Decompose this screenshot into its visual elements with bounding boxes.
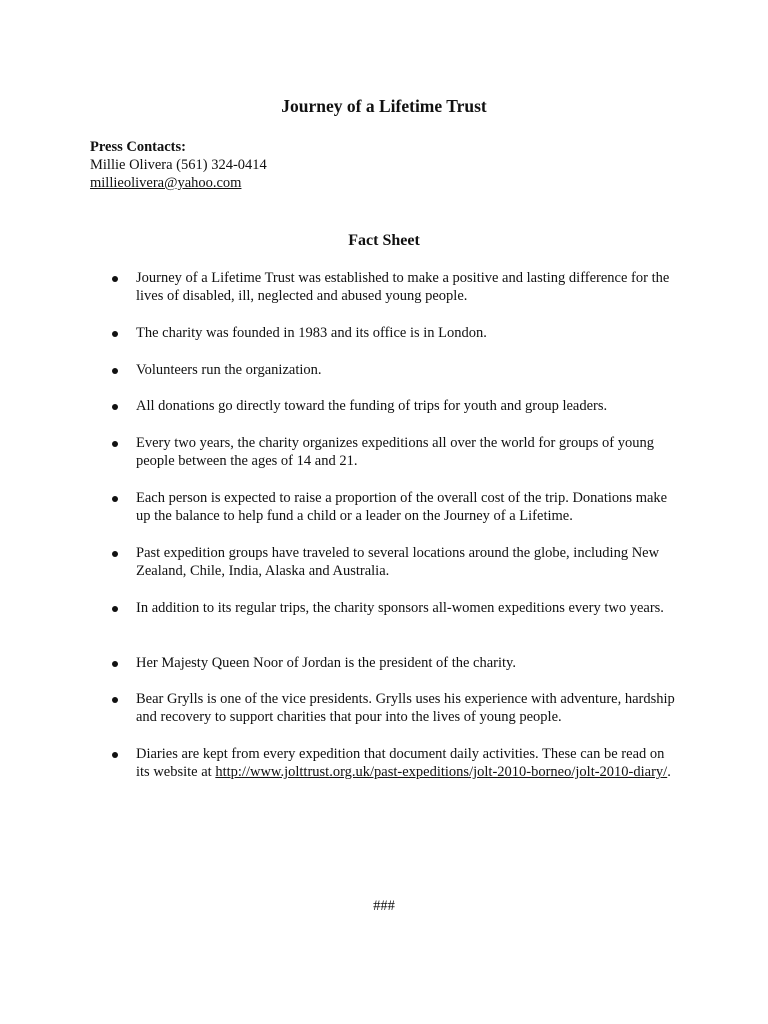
document-title: Journey of a Lifetime Trust (281, 96, 487, 116)
fact-item (136, 489, 681, 526)
bullet-icon (112, 551, 118, 557)
press-contacts (90, 138, 267, 192)
fact-text: All donations go directly toward the funding of trips for youth and group leaders. (136, 398, 608, 414)
fact-text: Journey of a Lifetime Trust was established to make a positive and lasting difference for the lives of disabled, ill, neglected and abused young people. (136, 270, 670, 305)
bullet-icon (112, 441, 118, 447)
fact-item (136, 361, 681, 379)
press-contact-email-link[interactable]: millieolivera@yahoo.com (90, 175, 242, 191)
bullet-icon (112, 661, 118, 667)
press-contact-name-phone: Millie Olivera (561) 324-0414 (90, 157, 267, 173)
press-contacts-label: Press Contacts: (90, 139, 186, 155)
bullet-icon (112, 404, 118, 410)
fact-item (136, 434, 681, 471)
fact-text: Her Majesty Queen Noor of Jordan is the president of the charity. (136, 655, 516, 671)
bullet-icon (112, 697, 118, 703)
end-mark: ### (373, 898, 395, 914)
fact-text: Bear Grylls is one of the vice presidents. Grylls uses his experience with adventure, hardship and recovery to support charities that pour into the lives of young people. (136, 691, 675, 726)
fact-item (136, 269, 681, 306)
fact-item (136, 324, 681, 342)
fact-text: The charity was founded in 1983 and its office is in London. (136, 325, 487, 341)
bullet-icon (112, 496, 118, 502)
diary-website-link[interactable]: http://www.jolttrust.org.uk/past-expeditions/jolt-2010-borneo/jolt-2010-diary/ (215, 764, 668, 781)
fact-text: Every two years, the charity organizes expeditions all over the world for groups of young people between the ages of 14 and 21. (136, 435, 654, 470)
fact-text-suffix: . (667, 764, 671, 781)
fact-item (136, 690, 681, 727)
fact-item (136, 544, 681, 581)
bullet-icon (112, 331, 118, 337)
fact-item (136, 654, 681, 672)
fact-text: Diaries are kept from every expedition that document daily activities. These can be read on its website at (136, 746, 665, 781)
fact-item (136, 397, 681, 415)
fact-sheet-heading: Fact Sheet (348, 232, 420, 249)
fact-text: Each person is expected to raise a proportion of the overall cost of the trip. Donations make up the balance to help fund a child or a leader on the Journey of a Lifetime. (136, 490, 668, 525)
fact-item (136, 745, 681, 782)
fact-text: Volunteers run the organization. (136, 362, 322, 378)
bullet-icon (112, 276, 118, 282)
fact-text: Past expedition groups have traveled to several locations around the globe, including New Zealand, Chile, India, Alaska and Australia. (136, 545, 660, 580)
bullet-icon (112, 606, 118, 612)
bullet-icon (112, 752, 118, 758)
fact-text: In addition to its regular trips, the charity sponsors all-women expeditions every two years. (136, 600, 664, 616)
bullet-icon (112, 368, 118, 374)
fact-item (136, 599, 681, 617)
